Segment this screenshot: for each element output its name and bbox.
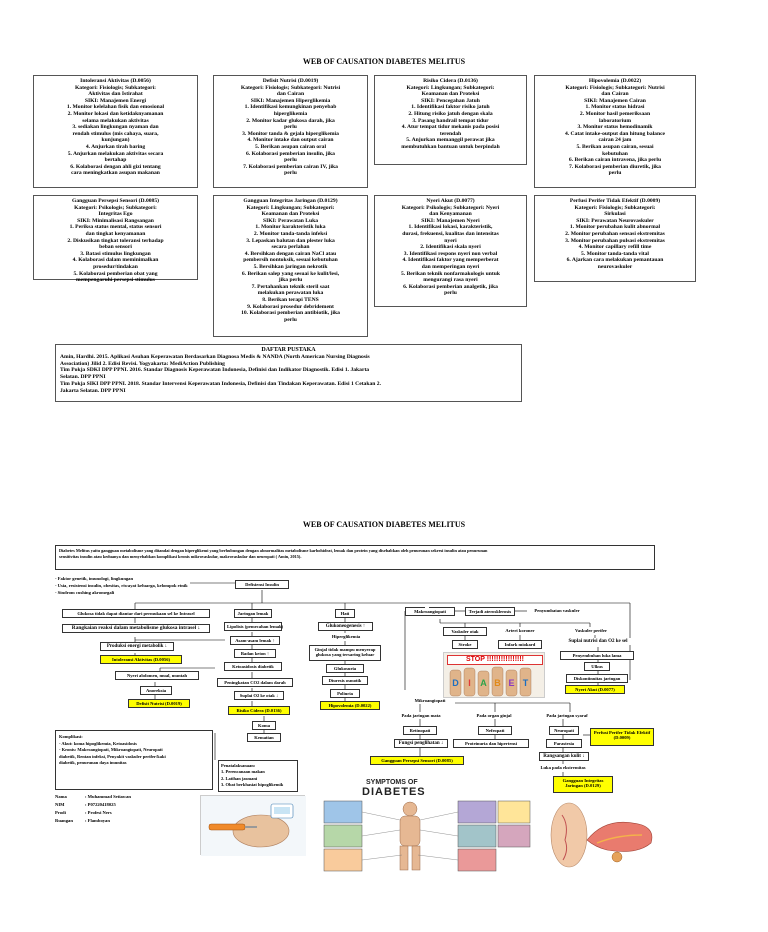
text-line: laboratorium <box>598 117 631 124</box>
identity-value: : Flamboyan <box>85 818 110 823</box>
text-line: SIKI: Perawatan Neurovaskuler <box>576 217 654 224</box>
text-line: 3. Identifikasi respons nyeri non verbal <box>403 250 498 257</box>
identity-row <box>55 801 195 809</box>
text-line: - Faktor genetik, imunologi, lingkungan <box>55 576 134 581</box>
text-line: 4. Monitor intake dan output cairan <box>247 137 334 144</box>
text-line: SIKI: Pencegahan Jatuh <box>421 97 480 104</box>
node-ulkus: Ulkus <box>584 662 610 671</box>
node-defisiensi-insulin: Defisiensi Insulin <box>235 580 289 589</box>
diagnosis-gangguan-persepsi: Gangguan Persepsi Sensori (D.0085) <box>370 756 464 765</box>
text-line: Association) Jilid 2. Edisi Revisi. Yogyakarta: MediAction Publishing <box>60 360 225 367</box>
text-line: Tim Pokja SIKI DPP PPNI. 2018. Standar Intervensi Keperawatan Indonesia, Definisi dan Tindakan Keperawatan. Edisi 1 Cetakan 2. <box>60 380 381 387</box>
svg-text:A: A <box>480 678 487 688</box>
stop-sign: STOP !!!!!!!!!!!!!!!! <box>447 655 543 665</box>
node-ketoasidosis: Ketoasidosis diabetik <box>224 662 282 671</box>
svg-text:B: B <box>494 678 501 688</box>
node-produksi-energi: Produksi energi metabolik ↓ <box>100 642 174 651</box>
text-line: Amin, Hardhi. 2015. Aplikasi Asuhan Keperawatan Berdasarkan Diagnosa Medis & NANDA (North American Nursing Diagnosis <box>60 353 370 360</box>
identity-value: : Profesi Ners <box>85 810 112 815</box>
text-line: neurovaskuler <box>597 263 633 270</box>
penatalaksanaan-box <box>218 760 298 792</box>
svg-text:E: E <box>508 678 515 688</box>
text-line: perlu <box>608 170 622 177</box>
text-line: 2. Diskusikan tingkat toleransi terhadap <box>67 237 164 244</box>
node-makroangiopati: Makroangiopati <box>405 607 455 616</box>
node-asam-lemak: Asam-asam lemak ↑ <box>230 636 280 645</box>
identity-label: Nama <box>55 794 67 799</box>
node-jaringan-lemak: Jaringan lemak <box>234 609 272 618</box>
text-line: 5. Kolaborasi pemberian obat yang <box>73 270 158 277</box>
node-fungsi-penglihatan: Fungsi penglihatan ↓ <box>394 739 448 748</box>
node-proteinuria: Proteinuria dan hipertensi <box>453 739 529 748</box>
text-line: 3. Monitor tanda & gejala hiperglikemia <box>242 130 339 137</box>
text-line: membutuhkan bantuan untuk berpindah <box>401 143 500 150</box>
node-luka-ekstremitas: Luka pada ekstremitas <box>535 764 591 771</box>
text-line: 3. Monitor perubahan pulsasi ekstremitas <box>565 237 665 244</box>
node-parastesia: Parastesia <box>546 739 582 748</box>
node-pada-jaringan-mata: Pada jaringan mata <box>395 712 447 719</box>
text-line: 4. Bersihkan dengan cairan NaCl atau <box>244 250 337 257</box>
text-line: jika perlu <box>278 277 303 284</box>
text-line: kunjungan) <box>101 137 130 144</box>
node-vaskuler-perifer: Vaskuler perifer <box>566 627 616 634</box>
text-line: Keamanan dan Proteksi <box>421 91 480 98</box>
node-nefropati: Nefropati <box>478 726 512 735</box>
text-line: dan Cairan <box>601 91 629 98</box>
text-line: 5. Monitor tanda-tanda vital <box>581 250 649 257</box>
text-line: 3. Monitor status hemodinamik <box>577 124 653 131</box>
text-line: 3. Batasi stimulus lingkungan <box>80 250 151 257</box>
node-pada-organ-ginjal: Pada organ ginjal <box>468 712 520 719</box>
node-badan-keton: Badan keton ↑ <box>234 649 276 658</box>
text-line: 2. Identifikasi skala nyeri <box>420 244 481 251</box>
svg-text:D: D <box>452 678 459 688</box>
text-line: Keamanan dan Proteksi <box>261 211 320 218</box>
node-ginjal-tidak-mampu: Ginjal tidak mampu menyerap glukosa yang tersaring keluar <box>309 645 381 661</box>
text-line: 5. Anjurkan melakukan aktivitas secara <box>67 150 164 157</box>
node-arteri-koroner: Arteri koroner <box>498 627 542 634</box>
text-line: beban sensori <box>99 244 132 251</box>
node-rangkaian-reaksi: Rangkaian reaksi dalam metabolisme glukosa intrasel ↓ <box>62 624 210 633</box>
text-line: Kategori: Psikologis; Subkategori: Nyeri <box>401 204 500 211</box>
text-line: Kategori: Psikologis; Subkategori: <box>74 204 157 211</box>
diagnosis-gangguan-integritas: Gangguan Integritas Jaringan (D.0129) <box>553 776 613 793</box>
identity-label: Prodi <box>55 810 66 815</box>
text-line: Kategori: Fisiologis; Subkategori: Nutrisi <box>240 84 341 91</box>
text-line: nyeri <box>444 237 457 244</box>
text-line: durasi, frekuensi, kualitas dan intensitas <box>402 230 499 237</box>
text-line: - Usia, resistensi insulin, obesitas, riwayat keluarga, kelompok etnik <box>55 583 188 588</box>
text-line: mempengaruhi persepsi stimulus <box>76 277 155 284</box>
node-koma: Koma <box>252 721 276 730</box>
node-suplai-nutrisi: Suplai nutrisi dan O2 ke sel <box>560 638 636 645</box>
text-line: perlu <box>284 170 297 177</box>
identity-label: Ruangan <box>55 818 73 823</box>
text-line: SIKI: Manajemen Nyeri <box>421 217 480 224</box>
text-line: selama melakukan aktivitas <box>82 117 149 124</box>
diagnosis-nyeri-akut: Nyeri Akut (D.0077) <box>565 685 625 694</box>
text-line: 6. Kolaborasi dengan ahli gizi tentang <box>70 163 161 170</box>
diagnosis-defisit-nutrisi: Defisit Nutrisi (D.0019) <box>128 699 190 708</box>
identity-value: : P07220418025 <box>85 802 116 807</box>
text-line: Gangguan Integritas Jaringan (D.0129) <box>243 198 338 204</box>
text-line: 5. Berikan asupan cairan oral <box>254 143 327 150</box>
identity-value: : Muhammad Setiawan <box>85 794 131 799</box>
text-line: SIKI: Manajemen Energi <box>84 97 147 104</box>
spacer <box>425 607 429 609</box>
node-poliuria: Poliuria <box>330 689 360 698</box>
text-line: perlu <box>284 157 297 164</box>
symptoms-of-diabetes-illustration <box>322 775 532 873</box>
text-line: Komplikasi: <box>59 734 83 739</box>
node-glukosuria: Glukosuria <box>326 664 364 673</box>
text-line: 1. Identifikasi kemungkinan penyebab <box>244 104 337 111</box>
node-penyembuhan-luka: Penyembuhan luka lama <box>560 651 634 660</box>
text-line: Jakarta Selatan. DPP PPNI <box>60 387 126 394</box>
text-line: 10. Kolaborasi pemberian antibiotik, jika <box>241 310 340 317</box>
text-line: 7. Pertahankan teknik steril saat <box>251 283 330 290</box>
text-line: 1. Monitor perubahan kulit abnormal <box>569 224 661 231</box>
node-penyumbatan-vaskuler: Penyumbatan vaskuler <box>527 607 587 614</box>
node-infark-miokard: Infark miokard <box>498 640 542 649</box>
text-line: 1. Perencanaan makan <box>221 769 265 775</box>
text-line: 1. Monitor karakteristik luka <box>255 224 326 231</box>
text-line: 1. Periksa status mental, status sensori <box>69 224 162 231</box>
text-line: 6. Kolaborasi pemberian analgetik, jika <box>403 283 498 290</box>
text-line: dan tingkat kenyamanan <box>85 230 146 237</box>
text-line: 2. Hitung risiko jatuh dengan skala <box>408 110 493 117</box>
text-line: 6. Berikan cairan intravena, jika perlu <box>568 157 662 164</box>
text-line: 4. Catat intake-output dan hitung balance <box>564 130 666 137</box>
text-line: Kategori: Lingkungan; Subkategori: <box>246 204 335 211</box>
text-line: Tim Pokja SDKI DPP PPNI. 2016. Standar Diagnosis Keperawatan Indonesia, Definisi dan Indikator Diagnostik. Edisi 1. Jakarta <box>60 367 370 374</box>
text-line: dan Kenyamanan <box>429 211 472 218</box>
text-line: bertahap <box>104 157 127 164</box>
text-line: Hipovolemia (D.0022) <box>588 78 642 84</box>
node-diskontinuitas: Diskontinuitas jaringan <box>566 674 628 683</box>
text-line: kebutuhan <box>602 150 628 157</box>
node-peningkatan-co2: Peningkatan CO2 dalam darah <box>217 678 293 687</box>
text-line: perlu <box>444 290 457 297</box>
node-suplai-o2: Suplai O2 ke otak ↓ <box>234 691 284 700</box>
text-line: Sirkulasi <box>604 211 626 218</box>
text-line: 6. Kolaborasi pemberian insulin, jika <box>246 150 335 157</box>
text-line: 3. Obat berkhasiat hipoglikemik <box>221 781 284 787</box>
text-line: - Sindrom cushing akromegali <box>55 590 115 595</box>
text-line: Nyeri Akut (D.0077) <box>426 198 475 204</box>
text-line: 3. Lepaskan balutan dan plester luka <box>246 237 335 244</box>
node-diuresis-osmotik: Diuresis osmotik <box>322 676 368 685</box>
identity-row <box>55 817 195 825</box>
text-line: diabetik, Rentan infeksi, Penyakit vaskuler perifer/kaki <box>59 753 166 759</box>
text-line: cara meningkatkan asupan makanan <box>71 170 160 177</box>
text-line: 2. Monitor tanda-tanda infeksi <box>253 230 328 237</box>
node-lipolisis: Lipolisis (pemecahan lemak) <box>224 622 282 631</box>
text-line: 1. Identifikasi faktor risiko jatuh <box>411 104 490 111</box>
text-line: Risiko Cidera (D.0136) <box>423 78 478 84</box>
text-line: terendah <box>439 130 462 137</box>
text-line: SIKI: Manajemen Cairan <box>584 97 646 104</box>
komplikasi-box <box>55 730 213 790</box>
text-line: sensitivitas insulin atau keduanya dan menyebabkan komplikasi kronis mikrovaskular, makrovaskular dan neuropati ( Amin, 2015). <box>59 553 302 559</box>
references-heading: DAFTAR PUSTAKA <box>261 347 316 353</box>
text-line: 2. Monitor kadar glukosa darah, jika <box>246 117 335 124</box>
text-line: perlu <box>284 124 297 131</box>
node-terjadi-aterosklerosis: Terjadi aterosklerosis <box>465 607 515 616</box>
node-rangsangan-kulit: Rangsangan kulit ↓ <box>539 752 589 761</box>
text-line: Kategori: Fisiologis; Subkategori: <box>574 204 656 211</box>
pancreas-anatomy-illustration <box>547 795 659 870</box>
text-line: Kategori: Lingkungan; Subkategori: <box>406 84 495 91</box>
text-line: diabetik, penurunan daya imunitas <box>59 760 127 765</box>
text-line: 2. Monitor perubahan sensasi ekstremitas <box>565 230 665 237</box>
text-line: 4. Monitor capillary refill time <box>578 244 652 251</box>
identity-row <box>55 793 195 801</box>
identity-label: NIM <box>55 802 65 807</box>
svg-text:T: T <box>522 678 529 688</box>
text-line: prosedur/tindakan <box>93 263 138 270</box>
text-line: hiperglikemia <box>273 110 308 117</box>
text-line: pembersih nontoksik, sesuai kebutuhan <box>243 257 338 264</box>
text-line: 5. Bersihkan jaringan nekrotik <box>253 263 328 270</box>
node-stroke: Stroke <box>452 640 478 649</box>
page2-title: WEB OF CAUSATION DIABETES MELITUS <box>302 520 466 529</box>
symptoms-heading: SYMPTOMS OF <box>366 779 418 786</box>
text-line: 1. Identifikasi lokasi, karakteristik, <box>408 224 493 231</box>
node-glukoneogenesis: Glukoneogenesis ↑ <box>318 622 373 631</box>
stop-diabetes-illustration <box>443 652 545 698</box>
text-line: cairan 24 jam <box>598 137 632 144</box>
text-line: 4. Anjurkan tirah baring <box>85 143 146 150</box>
text-line: Gangguan Persepsi Sensori (D.0085) <box>71 198 160 204</box>
text-line: secara perlahan <box>271 244 310 251</box>
text-line: 5. Anjurkan memanggil perawat jika <box>406 137 495 144</box>
text-line: - Akut: koma hipoglikemia, Ketoasidosis <box>59 740 137 746</box>
node-pada-jaringan-syaraf: Pada jaringan syaraf <box>539 712 595 719</box>
text-line: 9. Kolaborasi prosedur debridement <box>247 303 334 310</box>
text-line: 2. Monitor lokasi dan ketidaknyamanan <box>67 110 164 117</box>
node-hati: Hati <box>335 609 355 618</box>
raised-hands <box>448 666 542 696</box>
text-line: Diabetes Melitus yaitu gangguan metabolisme yang ditandai dengan hiperglikemi yang berhubungan dengan abnormalitas metabolisme karbohidrat, lemak dan protein yang disebabkan oleh penurunan sekresi insulin atau penurunan <box>59 548 488 553</box>
text-line: SIKI: Minimalisasi Rangsangan <box>77 217 154 224</box>
text-line: SIKI: Manajemen Hiperglikemia <box>250 97 331 104</box>
node-nyeri-abdomen: Nyeri abdomen, mual, muntah <box>115 671 199 680</box>
text-line: Integritas Ego <box>98 211 133 218</box>
diagnosis-perfusi-perifer: Perfusi Perifer Tidak Efektif (D.0009) <box>590 728 654 746</box>
diagnosis-risiko-cidera: Risiko Cidera (D.0136) <box>228 706 290 715</box>
svg-text:I: I <box>468 678 471 688</box>
node-mikroangiopati: Mikroangiopati <box>405 697 455 704</box>
node-vaskuler-otak: Vaskuler otak <box>443 627 487 636</box>
text-line: 7. Kolaborasi pemberian diuretik, jika <box>569 163 661 170</box>
text-line: melakukan perawatan luka <box>257 290 324 297</box>
text-line: 5. Berikan asupan cairan, sesuai <box>576 143 654 150</box>
text-line: mengurangi rasa nyeri <box>423 277 478 284</box>
text-line: Defisit Nutrisi (D.0019) <box>262 78 319 84</box>
text-line: 4. Atur tempat tidur mekanis pada posisi <box>401 124 500 131</box>
insulin-injection-illustration <box>200 795 305 855</box>
text-line: 1. Monitor status hidrasi <box>585 104 645 111</box>
text-line: 4. Kolaborasi dalam meminimalkan <box>72 257 159 264</box>
text-line: Kategori: Fisiologis; Subkategori: Nutrisi <box>565 84 665 91</box>
node-glukosa-tidak-dapat: Glukosa tidak dapat diantar dari permukaan sel ke Intrasel <box>62 609 210 618</box>
node-neuropati: Neuropati <box>549 726 579 735</box>
node-hiperglikemia: Hiperglikemia <box>325 633 367 640</box>
text-line: 4. Identifikasi faktor yang memperberat <box>402 257 499 264</box>
text-line: rendah stimulus (mis cahaya, suara, <box>72 130 159 137</box>
text-line: dan memperingan nyeri <box>421 263 480 270</box>
text-line: 6. Ajarkan cara melakukan pemantauan <box>566 257 664 264</box>
text-line: 6. Berikan salep yang sesuai ke kulit/lesi, <box>241 270 340 277</box>
identity-row <box>55 809 195 817</box>
node-retinopati: Retinopati <box>403 726 437 735</box>
page1-title: WEB OF CAUSATION DIABETES MELITUS <box>302 57 466 66</box>
text-line: Aktivitas dan Istirahat <box>88 91 143 98</box>
diagnosis-intoleransi-aktivitas: Intoleransi Aktivitas (D.0056) <box>100 655 182 664</box>
text-line: dan Cairan <box>276 91 305 98</box>
text-line: 7. Kolaborasi pemberian cairan IV, jika <box>243 163 338 170</box>
text-line: 2. Monitor hasil pemeriksaan <box>579 110 651 117</box>
text-line: 3. sediakan lingkungan nyaman dan <box>72 124 159 131</box>
text-line: Intoleransi Aktivitas (D.0056) <box>80 78 151 84</box>
diagnosis-hipovolemia: Hipovolemia (D.0022) <box>320 701 380 710</box>
text-line: 1. Monitor kelelahan fisik dan emosional <box>66 104 165 111</box>
text-line: Perfusi Perifer Tidak Efektif (D.0009) <box>569 198 661 204</box>
text-line: SIKI: Perawatan Luka <box>262 217 318 224</box>
text-line: 5. Berikan teknik nonfarmakologis untuk <box>400 270 500 277</box>
text-line: 8. Berikan terapi TENS <box>262 296 319 303</box>
text-line: perlu <box>284 316 297 323</box>
text-line: 3. Pasang handrail tempat tidur <box>412 117 489 124</box>
text-line: Penatalaksanaan: <box>221 763 256 768</box>
text-line: 2. Latihan jasmani <box>221 775 258 781</box>
node-anoreksia: Anoreksia <box>140 686 172 695</box>
node-kematian: Kematian <box>247 733 281 742</box>
text-line: Kategori: Fisiologis; Subkategori: <box>74 84 157 91</box>
text-line: - Kronis: Makroangiopati, Mikroangiopati, Neuropati <box>59 747 163 752</box>
symptoms-word: DIABETES <box>362 786 426 798</box>
text-line: Selatan. DPP PPNI <box>60 374 106 381</box>
identity-block <box>55 793 195 825</box>
